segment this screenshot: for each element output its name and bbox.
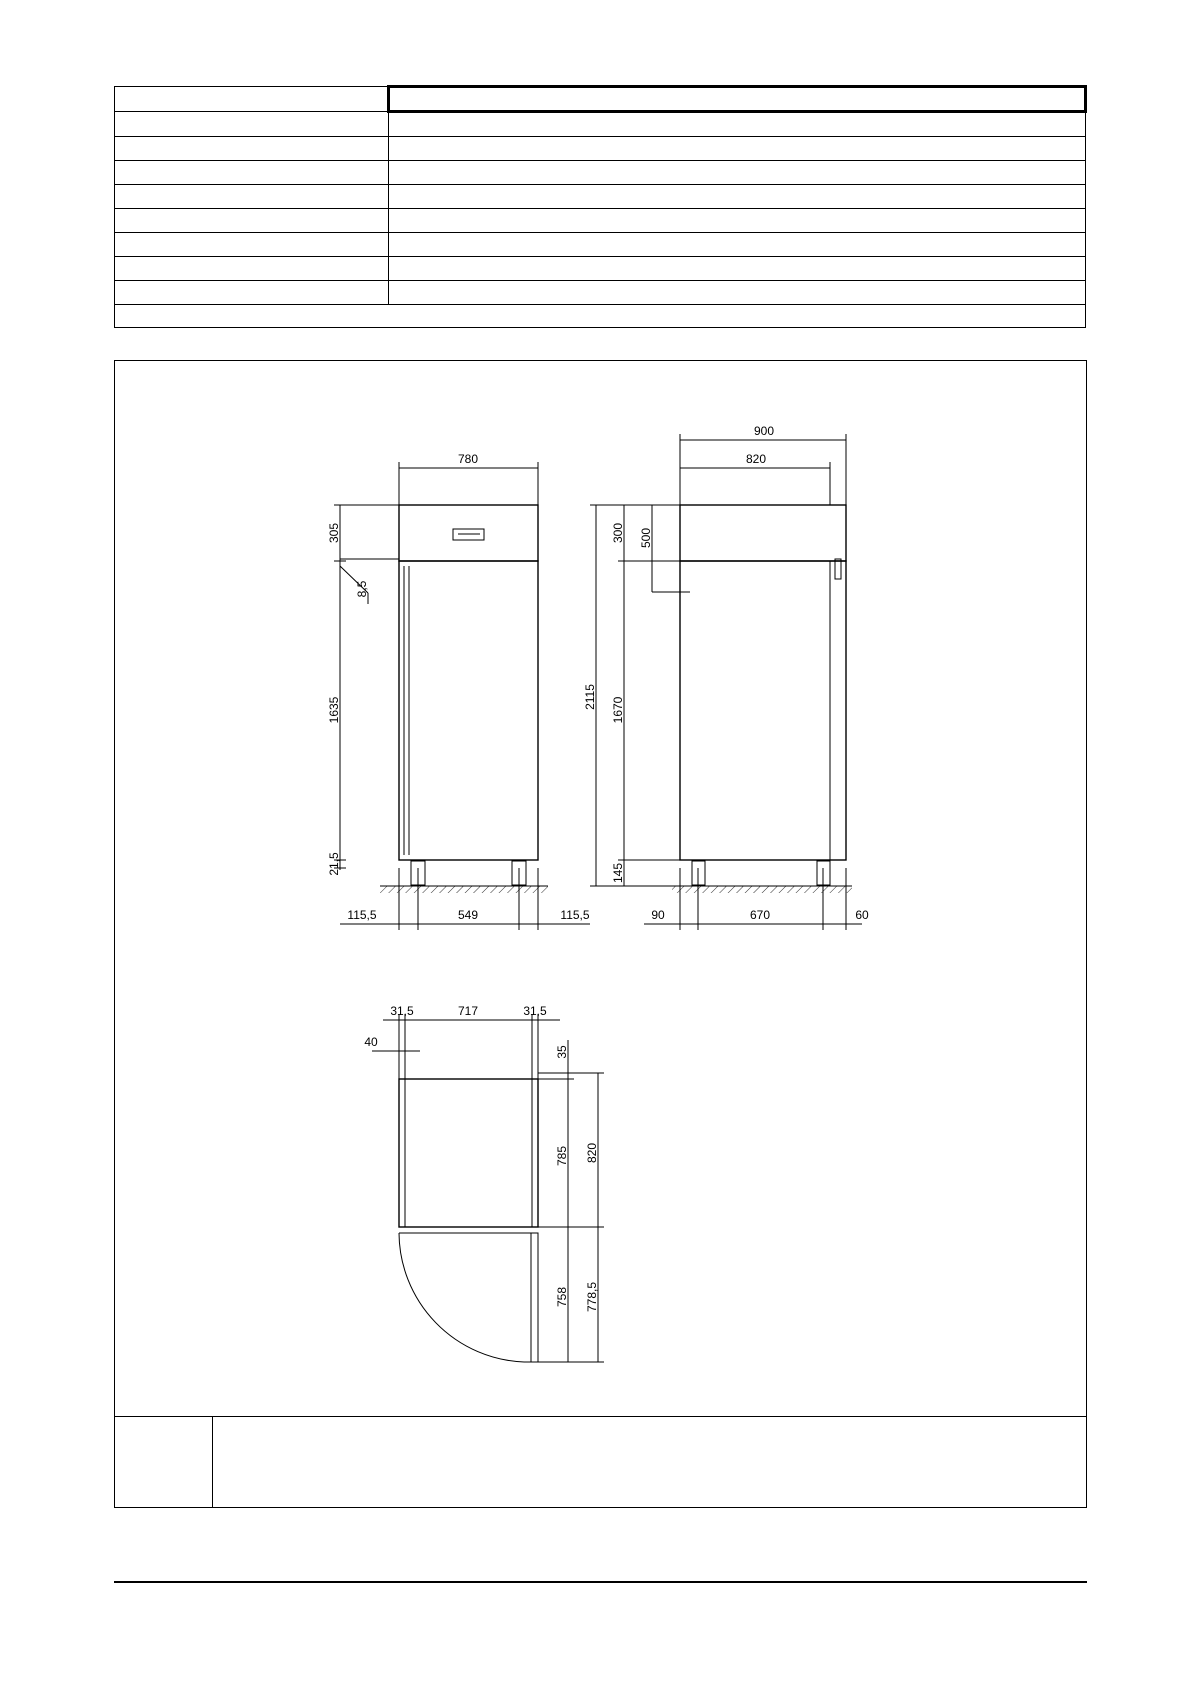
dim-side-top-height: 300 [611,522,625,544]
dim-front-top-offset: 8,5 [355,580,369,598]
side-cabinet-body [680,561,846,860]
side-top-unit [680,505,846,561]
dim-plan-right-wall: 31,5 [523,1004,547,1018]
dim-side-front-offset: 90 [651,908,665,922]
plan-view [372,1014,604,1362]
dim-plan-gap: 40 [364,1035,378,1049]
plan-door-panel [399,1233,538,1362]
side-hinge [835,559,841,579]
dim-plan-body-depth: 820 [585,1142,599,1164]
dim-plan-door-clearance: 778,5 [585,1281,599,1313]
dim-plan-door-swing: 758 [555,1286,569,1308]
plan-interior [405,1079,532,1227]
dim-side-body-height: 1670 [611,696,625,724]
dim-front-left-margin: 115,5 [347,908,377,922]
dim-plan-inner-width: 717 [457,1004,479,1018]
front-view [334,462,590,930]
notes-label [114,1417,213,1508]
dim-side-body-depth: 820 [745,452,767,466]
dim-plan-left-wall: 31,5 [390,1004,414,1018]
dim-front-leg-height: 21,5 [327,852,341,876]
front-floor-hatch [380,886,548,893]
dim-side-leg-span: 670 [749,908,771,922]
dim-front-right-margin: 115,5 [560,908,590,922]
notes-box [114,1416,1087,1508]
dim-plan-rear-gap: 35 [555,1045,569,1059]
footer-rule [114,1581,1087,1583]
notes-body [214,1417,1087,1508]
dim-front-leg-span: 549 [457,908,479,922]
door-swing-arc [399,1233,524,1362]
dim-front-width: 780 [457,452,479,466]
dim-front-body-height: 1635 [327,696,341,724]
front-top-unit [399,505,538,561]
plan-cabinet-body [399,1079,538,1227]
dim-plan-inner-depth: 785 [555,1145,569,1167]
side-view [590,434,862,930]
front-cabinet-body [399,561,538,860]
dim-side-overall-depth: 900 [753,424,775,438]
dim-front-top-height: 305 [327,522,341,544]
side-floor-hatch [672,886,852,893]
dim-side-leg-height: 145 [611,862,625,884]
dim-side-clearance: 500 [639,527,653,549]
dim-side-overall-height: 2115 [583,684,597,710]
dim-side-rear-offset: 60 [855,908,869,922]
